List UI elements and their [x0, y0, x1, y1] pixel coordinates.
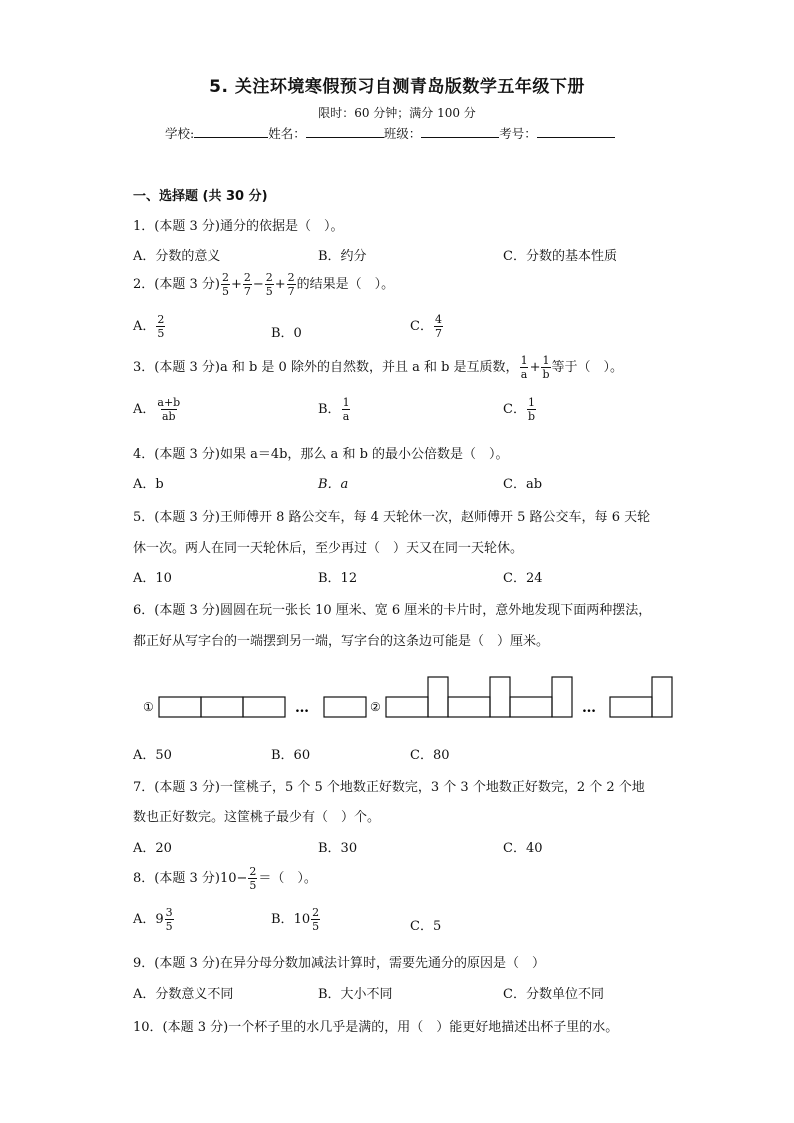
question-8-option-b[interactable]: B．10 $\frac{2}{5}$ — [271, 906, 320, 933]
exam-no-label: 考号： — [499, 126, 537, 141]
fraction: $\frac{2}{7}$ — [243, 271, 251, 298]
card-vertical — [428, 677, 448, 717]
fraction: $\frac{1}{b}$ — [527, 396, 535, 423]
fraction: $\frac{2}{5}$ — [265, 271, 273, 298]
fraction: $\frac{2}{7}$ — [287, 271, 295, 298]
operator: + — [529, 360, 541, 375]
card-vertical — [552, 677, 572, 717]
question-3-option-a[interactable]: A． $\frac{a+b}{ab}$ — [133, 396, 181, 423]
figure-1-label: ① — [143, 700, 154, 714]
question-9-option-a[interactable]: A．分数意义不同 — [133, 987, 234, 1002]
question-3-suffix: 等于（ ）。 — [551, 360, 624, 375]
question-8-prefix: 8．(本题 3 分)10− — [133, 871, 248, 886]
question-4-option-b[interactable]: B．a — [318, 477, 349, 492]
school-label: 学校: — [165, 126, 195, 141]
question-6-option-c[interactable]: C．80 — [410, 748, 450, 763]
question-2-prefix: 2．(本题 3 分) — [133, 277, 220, 292]
card-vertical — [652, 677, 672, 717]
fraction: $\frac{1}{a}$ — [342, 396, 350, 423]
question-2-option-b[interactable]: B．0 — [271, 326, 302, 341]
card-horizontal — [610, 697, 652, 717]
question-2-option-c[interactable]: C． $\frac{4}{7}$ — [410, 313, 442, 340]
card-horizontal — [448, 697, 490, 717]
question-9-stem: 9．(本题 3 分)在异分母分数加减法计算时，需要先通分的原因是（ ） — [133, 956, 545, 971]
question-3-prefix: 3．(本题 3 分)a 和 b 是 0 除外的自然数，并且 a 和 b 是互质数， — [133, 360, 519, 375]
card-horizontal — [243, 697, 285, 717]
question-5-option-c[interactable]: C．24 — [503, 571, 543, 586]
question-7-option-c[interactable]: C．40 — [503, 841, 543, 856]
question-10-stem: 10．(本题 3 分)一个杯子里的水几乎是满的，用（ ）能更好地描述出杯子里的水。 — [133, 1020, 619, 1035]
section-heading: 一、选择题 (共 30 分) — [133, 189, 268, 204]
name-label: 姓名： — [268, 126, 306, 141]
fraction: $\frac{2}{5}$ — [249, 865, 257, 892]
question-6-line-2: 都正好从写字台的一端摆到另一端，写字台的这条边可能是（ ）厘米。 — [133, 634, 550, 649]
fraction: $\frac{2}{5}$ — [157, 313, 165, 340]
page-title: 5. 关注环境寒假预习自测青岛版数学五年级下册 — [209, 77, 585, 97]
operator: − — [252, 277, 264, 292]
ellipsis: … — [295, 700, 309, 716]
question-7-option-b[interactable]: B．30 — [318, 841, 358, 856]
fraction: $\frac{3}{5}$ — [165, 906, 173, 933]
question-5-line-2: 休一次。两人在同一天轮休后，至少再过（ ）天又在同一天轮休。 — [133, 541, 524, 556]
question-1-option-c[interactable]: C．分数的基本性质 — [503, 249, 617, 264]
question-8-suffix: ＝（ ）。 — [258, 871, 317, 886]
card-horizontal — [386, 697, 428, 717]
ellipsis: … — [582, 700, 596, 716]
question-8-option-a[interactable]: A．9 $\frac{3}{5}$ — [133, 906, 173, 933]
question-9-option-c[interactable]: C．分数单位不同 — [503, 987, 604, 1002]
figure-2-label: ② — [370, 700, 381, 714]
card-vertical — [490, 677, 510, 717]
fraction: $\frac{a+b}{ab}$ — [157, 396, 181, 423]
operator: + — [274, 277, 286, 292]
question-3-option-c[interactable]: C． $\frac{1}{b}$ — [503, 396, 535, 423]
question-9-option-b[interactable]: B．大小不同 — [318, 987, 393, 1002]
question-5-line-1: 5．(本题 3 分)王师傅开 8 路公交车，每 4 天轮休一次，赵师傅开 5 路公交车，每 6 天轮 — [133, 510, 651, 525]
question-6-line-1: 6．(本题 3 分)圆圆在玩一张长 10 厘米、宽 6 厘米的卡片时，意外地发现下面两种摆法， — [133, 603, 652, 618]
question-4-option-c[interactable]: C．ab — [503, 477, 543, 492]
card-horizontal — [324, 697, 366, 717]
question-6-option-b[interactable]: B．60 — [271, 748, 311, 763]
fraction: $\frac{4}{7}$ — [434, 313, 442, 340]
operator: + — [230, 277, 242, 292]
fraction: $\frac{2}{5}$ — [221, 271, 229, 298]
question-8-option-c[interactable]: C．5 — [410, 919, 442, 934]
question-2-suffix: 的结果是（ ）。 — [296, 277, 395, 292]
question-7-line-1: 7．(本题 3 分)一筐桃子，5 个 5 个地数正好数完，3 个 3 个地数正好数完，2 个 2 个地 — [133, 780, 645, 795]
question-1-option-a[interactable]: A．分数的意义 — [133, 249, 221, 264]
fraction: $\frac{2}{5}$ — [312, 906, 320, 933]
question-4-stem: 4．(本题 3 分)如果 a＝4b，那么 a 和 b 的最小公倍数是（ ）。 — [133, 447, 509, 462]
question-2-option-a[interactable]: A． $\frac{2}{5}$ — [133, 313, 165, 340]
question-3-option-b[interactable]: B． $\frac{1}{a}$ — [318, 396, 350, 423]
fraction: $\frac{1}{a}$ — [520, 354, 528, 381]
question-7-line-2: 数也正好数完。这筐桃子最少有（ ）个。 — [133, 810, 381, 825]
card-horizontal — [510, 697, 552, 717]
card-horizontal — [159, 697, 201, 717]
time-limit: 限时：60 分钟；满分 100 分 — [318, 106, 476, 120]
fraction: $\frac{1}{b}$ — [542, 354, 550, 381]
question-5-option-a[interactable]: A．10 — [133, 571, 172, 586]
card-horizontal — [201, 697, 243, 717]
question-1-option-b[interactable]: B．约分 — [318, 249, 367, 264]
class-label: 班级： — [383, 126, 422, 141]
question-5-option-b[interactable]: B．12 — [318, 571, 358, 586]
question-4-option-a[interactable]: A．b — [133, 477, 164, 492]
question-1-stem: 1．(本题 3 分)通分的依据是（ ）。 — [133, 219, 344, 234]
question-7-option-a[interactable]: A．20 — [133, 841, 172, 856]
question-8-stem — [133, 866, 317, 891]
question-6-option-a[interactable]: A．50 — [133, 748, 172, 763]
